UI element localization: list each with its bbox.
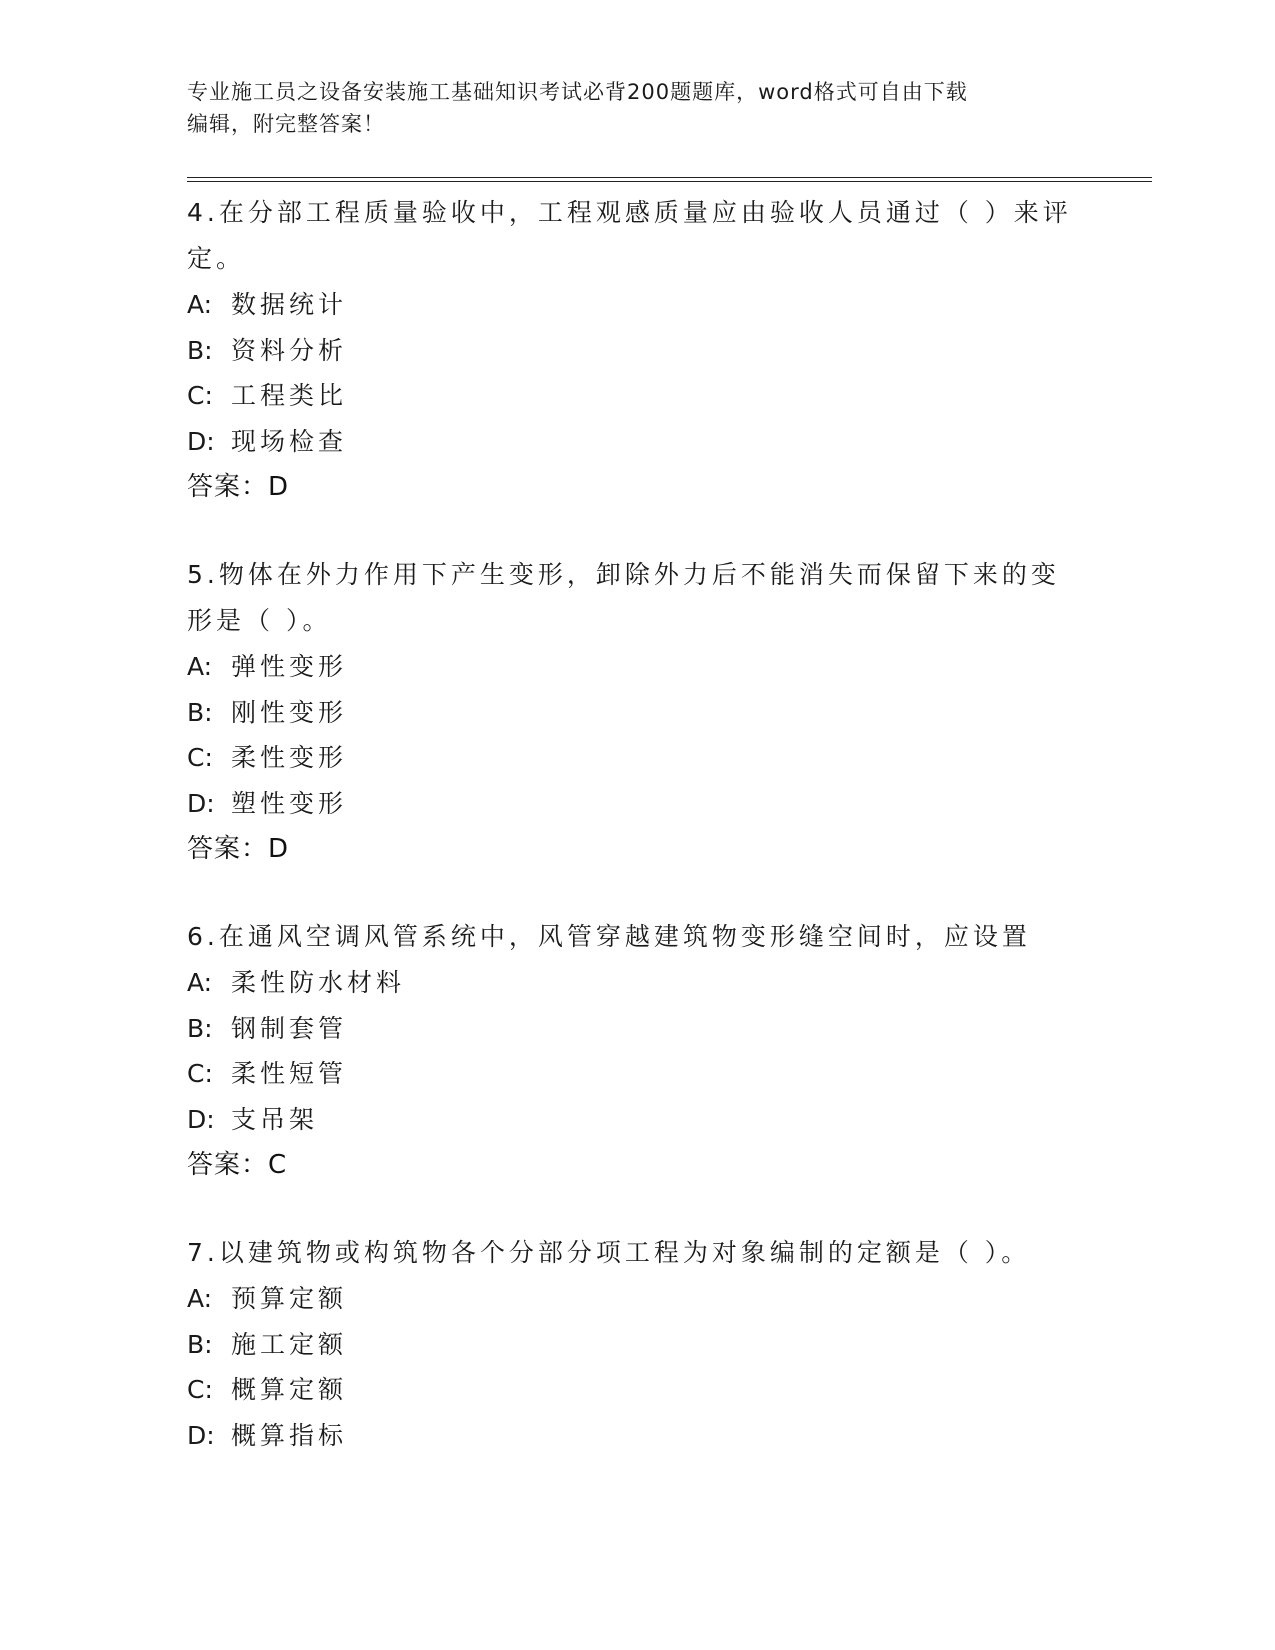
option-letter: A: xyxy=(187,1284,213,1313)
header-title-line-1: 专业施工员之设备安装施工基础知识考试必背200题题库，word格式可自由下载 xyxy=(187,80,968,104)
option-letter: C: xyxy=(187,1059,213,1088)
option-b xyxy=(187,690,1087,736)
option-letter: B: xyxy=(187,1329,213,1359)
option-text: 资料分析 xyxy=(231,335,348,365)
option-text: 支吊架 xyxy=(231,1104,319,1134)
header-title-line-2: 编辑，附完整答案！ xyxy=(187,112,385,136)
option-letter: B: xyxy=(187,697,213,727)
option-a xyxy=(187,1276,1087,1322)
option-b xyxy=(187,328,1087,374)
option-text: 弹性变形 xyxy=(231,652,348,681)
option-c xyxy=(187,1367,1087,1413)
answer-line: 答案：C xyxy=(187,1150,288,1180)
option-text: 柔性变形 xyxy=(231,743,348,772)
option-a xyxy=(187,282,1087,328)
option-letter: C: xyxy=(187,1375,213,1404)
answer-line: 答案：D xyxy=(187,472,290,502)
answer-line: 答案：D xyxy=(187,834,290,864)
option-d xyxy=(187,1097,1087,1143)
option-text: 刚性变形 xyxy=(231,697,348,727)
option-c xyxy=(187,735,1087,781)
option-text: 塑性变形 xyxy=(231,788,348,818)
option-b xyxy=(187,1322,1087,1368)
option-b xyxy=(187,1006,1087,1052)
option-text: 现场检查 xyxy=(231,426,348,456)
option-text: 预算定额 xyxy=(231,1284,348,1313)
question-stem: 5.物体在外力作用下产生变形，卸除外力后不能消失而保留下来的变 xyxy=(187,560,1060,589)
option-text: 施工定额 xyxy=(231,1329,348,1359)
option-letter: B: xyxy=(187,335,213,365)
question-7 xyxy=(187,1230,1087,1458)
question-stem: 7.以建筑物或构筑物各个分部分项工程为对象编制的定额是（ ）。 xyxy=(187,1238,1031,1267)
question-stem: 6.在通风空调风管系统中，风管穿越建筑物变形缝空间时，应设置 xyxy=(187,922,1031,951)
option-text: 柔性短管 xyxy=(231,1059,348,1088)
option-a xyxy=(187,960,1087,1006)
option-d xyxy=(187,1413,1087,1459)
option-letter: B: xyxy=(187,1013,213,1043)
option-letter: D: xyxy=(187,788,215,818)
option-d xyxy=(187,419,1087,465)
option-text: 工程类比 xyxy=(231,381,348,410)
question-stem: 4.在分部工程质量验收中，工程观感质量应由验收人员通过（ ）来评 xyxy=(187,198,1072,227)
option-text: 概算指标 xyxy=(231,1420,348,1450)
document-header xyxy=(187,76,1087,140)
question-list xyxy=(187,190,1087,1500)
option-letter: A: xyxy=(187,290,213,319)
option-letter: A: xyxy=(187,968,213,997)
question-stem-continued: 形是（ ）。 xyxy=(187,606,332,635)
question-6 xyxy=(187,914,1087,1188)
option-text: 数据统计 xyxy=(231,290,348,319)
option-text: 概算定额 xyxy=(231,1375,348,1404)
question-4 xyxy=(187,190,1087,510)
question-stem-continued: 定。 xyxy=(187,244,246,273)
option-text: 柔性防水材料 xyxy=(231,968,406,997)
option-letter: C: xyxy=(187,381,213,410)
option-c xyxy=(187,373,1087,419)
option-c xyxy=(187,1051,1087,1097)
option-d xyxy=(187,781,1087,827)
option-letter: D: xyxy=(187,426,215,456)
option-letter: D: xyxy=(187,1420,215,1450)
question-5 xyxy=(187,552,1087,872)
option-letter: D: xyxy=(187,1104,215,1134)
header-divider xyxy=(187,177,1152,182)
option-text: 钢制套管 xyxy=(231,1013,348,1043)
option-a xyxy=(187,644,1087,690)
option-letter: A: xyxy=(187,652,213,681)
option-letter: C: xyxy=(187,743,213,772)
